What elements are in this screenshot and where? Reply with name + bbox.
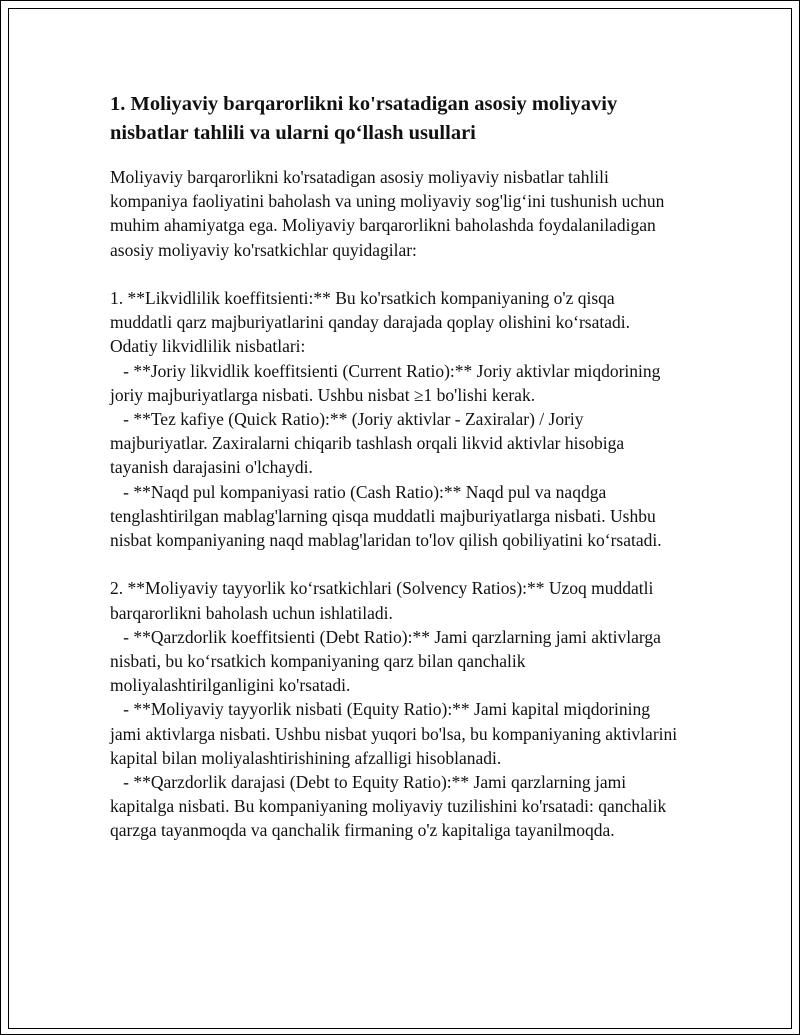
section-2-item-equity-ratio: - **Moliyaviy tayyorlik nisbati (Equity Ratio):** Jami kapital miqdorining jami aktivlarga nisbati. Ushbu nisbat yuqori bo'lsa, bu kompaniyaning aktivlarini kapital bilan moliyalashtirishining afzalligi hisoblanadi. [110, 699, 682, 768]
intro-paragraph: Moliyaviy barqarorlikni ko'rsatadigan asosiy moliyaviy nisbatlar tahlili kompaniya faoliyatini baholash va uning moliyaviy sog'lig‘ini tushunish uchun muhim ahamiyatga ega. Moliyaviy barqarorlikni baholashda foydalaniladigan asosiy moliyaviy ko'rsatkichlar quyidagilar: [110, 167, 669, 260]
section-2-item-debt-ratio: - **Qarzdorlik koeffitsienti (Debt Ratio):** Jami qarzlarning jami aktivlarga nisbati, bu ko‘rsatkich kompaniyaning qarz bilan qanchalik moliyalashtirilganligini ko'rsatadi. [110, 626, 666, 696]
section-2-item-debt-to-equity: - **Qarzdorlik darajasi (Debt to Equity Ratio):** Jami qarzlarning jami kapitalga nisbati. Bu kompaniyaning moliyaviy tuzilishini ko'rsatadi: qanchalik qarzga tayanmoqda va qanchalik firmaning o'z kapitaliga tayanilmoqda. [110, 772, 671, 841]
section-1-heading: 1. **Likvidlilik koeffitsienti:** Bu ko'rsatkich kompaniyaning o'z qisqa muddatli qarz majburiyatlarini qanday darajada qoplay olishini ko‘rsatadi. Odatiy likvidlilik nisbatlari: [110, 288, 635, 357]
spacer [110, 552, 680, 576]
document-body [110, 90, 680, 843]
section-2-heading: 2. **Moliyaviy tayyorlik ko‘rsatkichlari (Solvency Ratios):** Uzoq muddatli barqarorlikni baholash uchun ishlatiladi. [110, 578, 658, 623]
section-1-item-current-ratio: - **Joriy likvidlik koeffitsienti (Current Ratio):** Joriy aktivlar miqdorining joriy majburiyatlarga nisbati. Ushbu nisbat ≥1 bo'lishi kerak. [110, 360, 665, 405]
spacer [110, 262, 680, 286]
section-1-item-quick-ratio: - **Tez kafiye (Quick Ratio):** (Joriy aktivlar - Zaxiralar) / Joriy majburiyatlar. Zaxiralarni chiqarib tashlash orqali likvid aktivlar hisobiga tayanish darajasini o'lchaydi. [110, 409, 629, 478]
document-title: 1. Moliyaviy barqarorlikni ko'rsatadigan asosiy moliyaviy nisbatlar tahlili va ularni qo‘llash usullari [110, 93, 618, 144]
section-1-item-cash-ratio: - **Naqd pul kompaniyasi ratio (Cash Ratio):** Naqd pul va naqdga tenglashtirilgan mablag'larning qisqa muddatli majburiyatlarga nisbati. Ushbu nisbat kompaniyaning naqd mablag'laridan to'lov qilish qobiliyatini ko‘rsatadi. [110, 481, 662, 551]
